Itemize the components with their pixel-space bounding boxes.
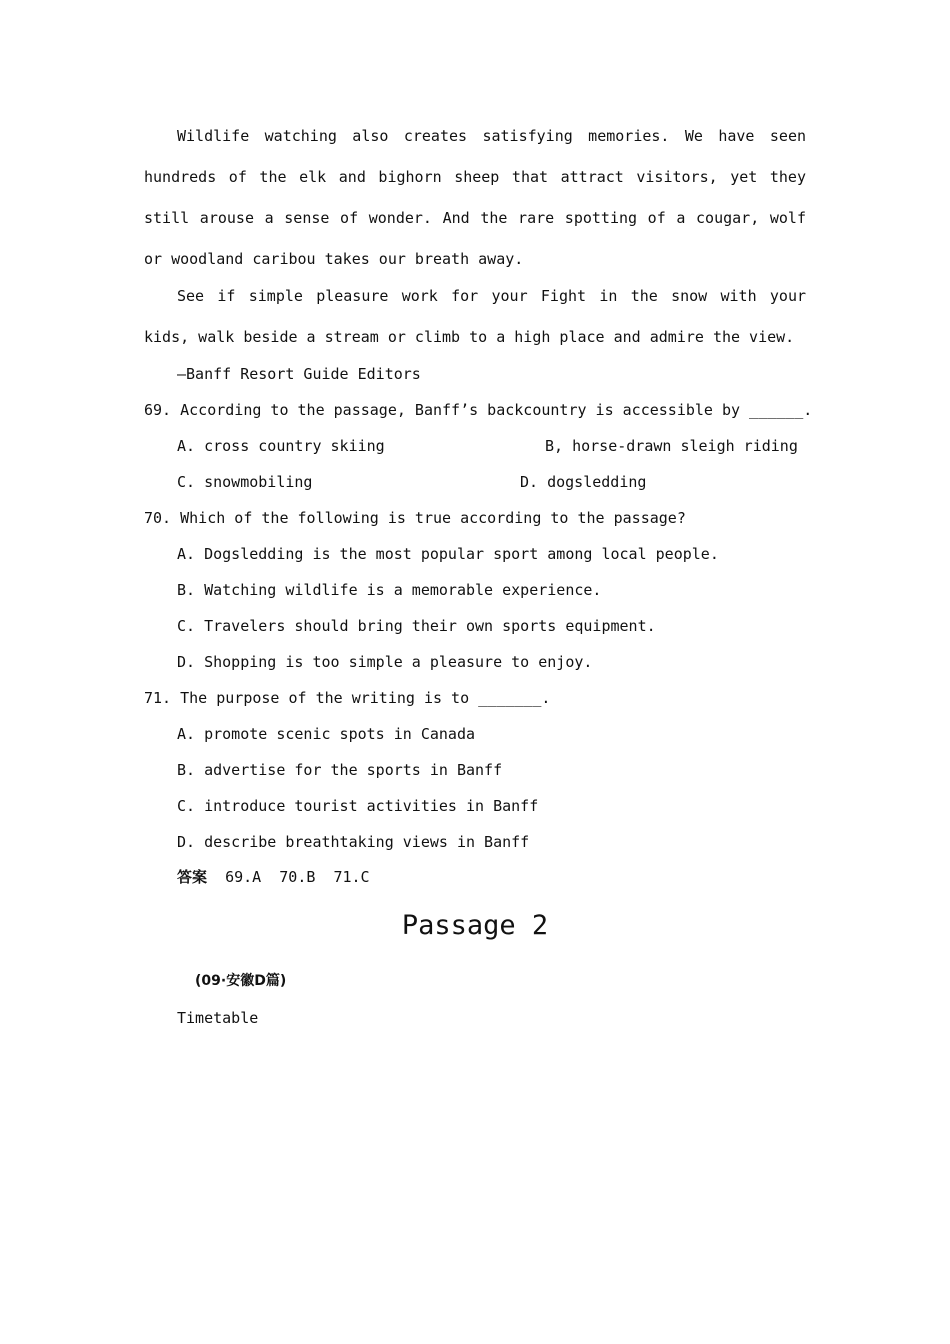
question-71-option-b: B. advertise for the sports in Banff xyxy=(177,761,503,779)
question-70-option-c: C. Travelers should bring their own sports equipment. xyxy=(177,617,656,635)
question-69-option-c: C. snowmobiling xyxy=(177,473,313,491)
paragraph-simple-pleasure: See if simple pleasure work for your Fight in the snow with your kids, walk beside a stream or climb to a high place and admire the view. xyxy=(144,287,806,346)
question-70-option-a: A. Dogsledding is the most popular sport among local people. xyxy=(177,545,719,563)
answer-values: 69.A 70.B 71.C xyxy=(225,868,370,886)
passage-2-source: (09·安徽D篇) xyxy=(195,973,287,989)
question-71-option-c: C. introduce tourist activities in Banff xyxy=(177,797,539,815)
question-70-stem: 70. Which of the following is true according to the passage? xyxy=(144,509,686,527)
answer-line xyxy=(177,867,370,887)
question-69-stem: 69. According to the passage, Banff’s backcountry is accessible by ______. xyxy=(144,401,813,419)
signature: —Banff Resort Guide Editors xyxy=(177,365,421,383)
passage-2-subtitle: Timetable xyxy=(177,1009,259,1027)
question-69-option-a: A. cross country skiing xyxy=(177,437,385,455)
answer-label: 答案 xyxy=(177,868,208,886)
question-69-option-b: B, horse-drawn sleigh riding xyxy=(545,437,798,455)
question-71-option-a: A. promote scenic spots in Canada xyxy=(177,725,476,743)
question-71-option-d: D. describe breathtaking views in Banff xyxy=(177,833,530,851)
passage-2-title: Passage 2 xyxy=(401,910,549,941)
question-70-option-b: B. Watching wildlife is a memorable experience. xyxy=(177,581,602,599)
question-71-stem: 71. The purpose of the writing is to _______. xyxy=(144,689,551,707)
paragraph-wildlife: Wildlife watching also creates satisfying memories. We have seen hundreds of the elk and bighorn sheep that attract visitors, yet they still arouse a sense of wonder. And the rare spotting of a cougar, wolf or woodland caribou takes our breath away. xyxy=(144,127,806,268)
question-69-option-d: D. dogsledding xyxy=(520,473,647,491)
question-70-option-d: D. Shopping is too simple a pleasure to enjoy. xyxy=(177,653,593,671)
